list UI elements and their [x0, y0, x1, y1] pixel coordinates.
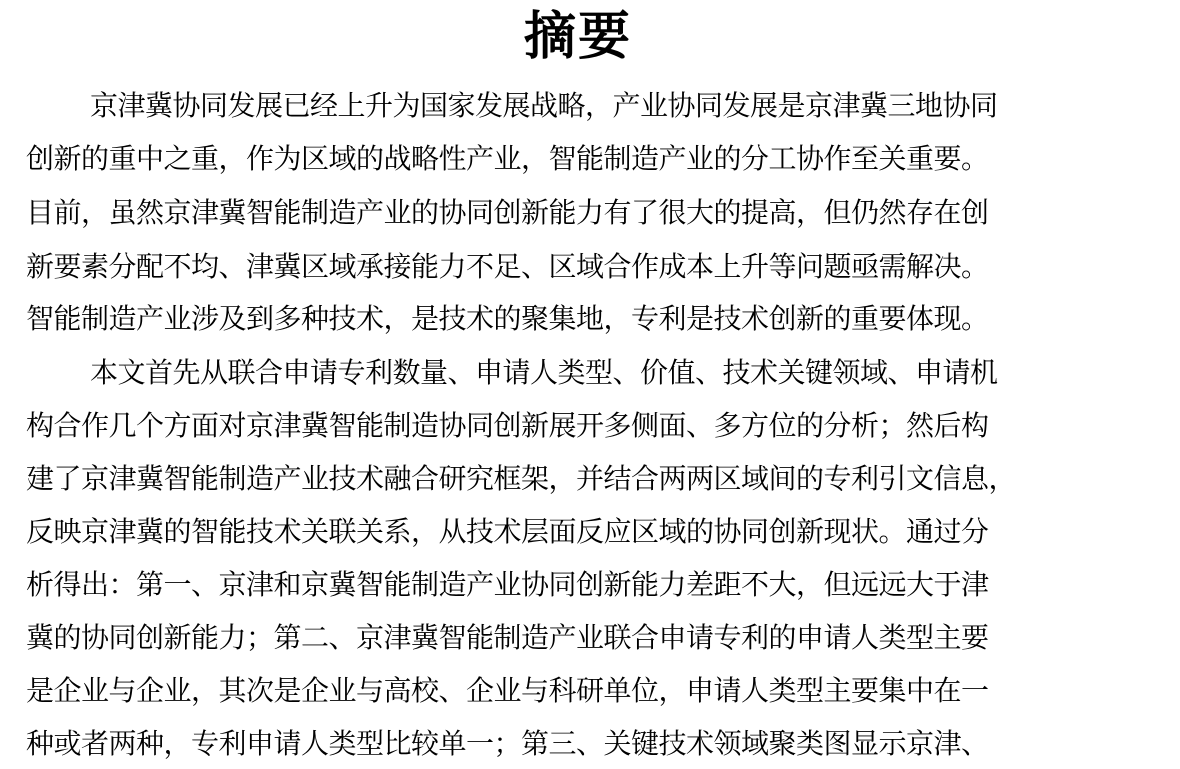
- paragraph-line: 建了京津冀智能制造产业技术融合研究框架，并结合两两区域间的专利引文信息，: [26, 462, 1017, 495]
- paragraph-line: 本文首先从联合申请专利数量、申请人类型、价值、技术关键领域、申请机: [90, 356, 998, 389]
- paragraph-line: 是企业与企业，其次是企业与高校、企业与科研单位，申请人类型主要集中在一: [26, 674, 989, 707]
- paragraph-line: 创新的重中之重，作为区域的战略性产业，智能制造产业的分工协作至关重要。: [26, 142, 989, 175]
- page-title: 摘要: [523, 7, 632, 67]
- paragraph-line: 反映京津冀的智能技术关联关系，从技术层面反应区域的协同创新现状。通过分: [26, 515, 989, 548]
- paragraph-line: 析得出：第一、京津和京冀智能制造产业协同创新能力差距不大，但远远大于津: [26, 568, 989, 601]
- paragraph-line: 种或者两种，专利申请人类型比较单一；第三、关键技术领域聚类图显示京津、: [26, 727, 989, 760]
- paragraph-line: 构合作几个方面对京津冀智能制造协同创新展开多侧面、多方位的分析；然后构: [26, 409, 989, 442]
- paragraph-line: 目前，虽然京津冀智能制造产业的协同创新能力有了很大的提高，但仍然存在创: [26, 196, 989, 229]
- paragraph-line: 新要素分配不均、津冀区域承接能力不足、区域合作成本上升等问题亟需解决。: [26, 250, 989, 283]
- paragraph-line: 智能制造产业涉及到多种技术，是技术的聚集地，专利是技术创新的重要体现。: [26, 302, 989, 335]
- paragraph-line: 冀的协同创新能力；第二、京津冀智能制造产业联合申请专利的申请人类型主要: [26, 621, 989, 654]
- paragraph-line: 京津冀协同发展已经上升为国家发展战略，产业协同发展是京津冀三地协同: [90, 89, 998, 122]
